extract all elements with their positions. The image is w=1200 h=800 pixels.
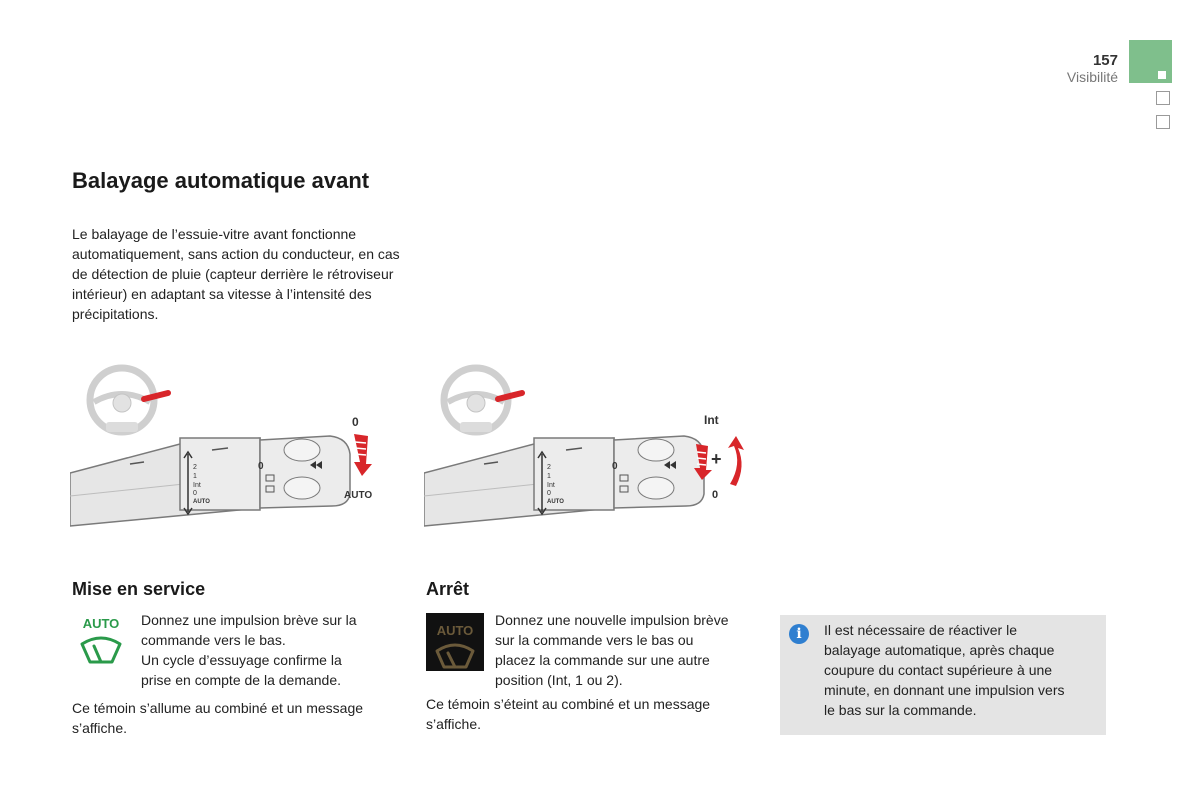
- text-line: Il est nécessaire de réactiver le: [824, 622, 1017, 638]
- stalk-mark: 2: [547, 464, 551, 471]
- position-label: AUTO: [344, 490, 373, 501]
- plus-sign: +: [711, 449, 722, 469]
- stalk-mark: 0: [547, 490, 551, 497]
- text-line: s’affiche.: [426, 716, 481, 732]
- auto-wiper-icon: [74, 612, 128, 670]
- arret-text: [495, 610, 765, 690]
- mise-en-service-footnote: [72, 698, 412, 738]
- subtitle-mise-en-service: Mise en service: [72, 579, 206, 599]
- ring-mark: 0: [258, 461, 264, 472]
- text-line: sur la commande vers le bas ou: [495, 632, 694, 648]
- intro-paragraph: Le balayage de l’essuie-vitre avant fonctionne automatiquement, sans action du conducteur, en cas de détection de pluie (capteur derrière le rétroviseur intérieur) en adaptant sa vitesse à l’intensité des précipitations.: [72, 226, 400, 322]
- text-line: s’affiche.: [72, 720, 127, 736]
- info-text: [824, 620, 1099, 720]
- illustration-wiper-stalk-auto-off: [424, 358, 754, 530]
- page-number: 157: [1092, 52, 1118, 69]
- stalk-mark: AUTO: [193, 499, 210, 505]
- page-header: [1067, 52, 1118, 85]
- subtitle-arret: Arrêt: [426, 579, 470, 599]
- position-label: Int: [704, 413, 719, 427]
- text-line: le bas sur la commande.: [824, 702, 977, 718]
- stalk-mark: AUTO: [547, 499, 564, 505]
- text-line: position (Int, 1 ou 2).: [495, 672, 623, 688]
- ring-mark: 0: [612, 461, 618, 472]
- text-line: coupure du contact supérieure à une: [824, 662, 1053, 678]
- stalk-mark: 0: [193, 490, 197, 497]
- chapter-tab-active[interactable]: [1129, 40, 1172, 83]
- text-line: balayage automatique, après chaque: [824, 642, 1055, 658]
- wiper-stalk: [70, 436, 350, 526]
- auto-icon-label: AUTO: [82, 616, 120, 631]
- auto-wiper-off-icon: [426, 613, 484, 671]
- text-line: placez la commande sur une autre: [495, 652, 710, 668]
- text-line: minute, en donnant une impulsion vers: [824, 682, 1065, 698]
- info-icon: i: [789, 624, 809, 644]
- position-label: 0: [712, 489, 719, 501]
- text-line: commande vers le bas.: [141, 632, 286, 648]
- stalk-indicator-red: [498, 393, 522, 399]
- arrow-up-curved-icon: [728, 436, 744, 486]
- mise-en-service-text: [141, 610, 401, 690]
- wiper-stalk: [424, 436, 704, 526]
- auto-icon-label: AUTO: [436, 623, 474, 638]
- chapter-tab[interactable]: [1156, 91, 1170, 105]
- text-line: Un cycle d’essuyage confirme la: [141, 652, 342, 668]
- chapter-tab[interactable]: [1156, 115, 1170, 129]
- text-line: Ce témoin s’éteint au combiné et un message: [426, 696, 711, 712]
- text-line: Donnez une impulsion brève sur la: [141, 612, 357, 628]
- arrow-down-icon: [354, 434, 372, 476]
- illustration-wiper-stalk-auto-on: [70, 358, 390, 530]
- text-line: Ce témoin s’allume au combiné et un message: [72, 700, 364, 716]
- stalk-mark: 2: [193, 464, 197, 471]
- stalk-mark: Int: [547, 482, 555, 489]
- section-title: Balayage automatique avant: [72, 168, 370, 193]
- stalk-mark: 1: [193, 473, 197, 480]
- position-label: 0: [352, 415, 359, 429]
- arret-footnote: [426, 694, 766, 734]
- info-box: [780, 615, 1106, 735]
- chapter-name: Visibilité: [1066, 69, 1118, 85]
- text-line: Donnez une nouvelle impulsion brève: [495, 612, 729, 628]
- stalk-indicator-red: [144, 393, 168, 399]
- tab-dot: [1158, 71, 1166, 79]
- stalk-mark: Int: [193, 482, 201, 489]
- text-line: prise en compte de la demande.: [141, 672, 342, 688]
- stalk-mark: 1: [547, 473, 551, 480]
